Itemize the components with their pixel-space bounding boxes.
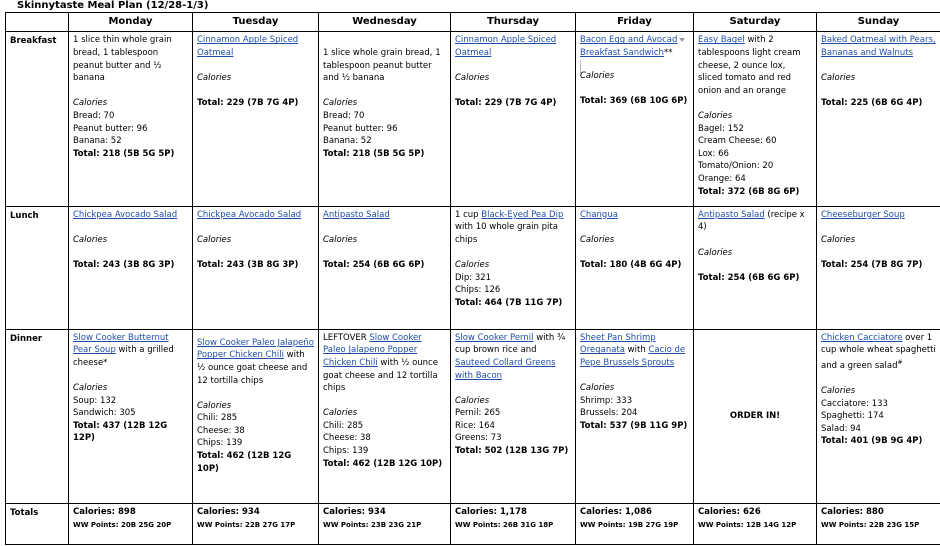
dinner-thursday: [451, 329, 576, 503]
meal-total: Total: 254 (6B 6G 6P): [698, 272, 800, 283]
calories-label: Calories: [73, 98, 108, 109]
calorie-item: Chips: 126: [455, 285, 501, 296]
calories-label: Calories: [455, 260, 490, 271]
ww-points: WW Points: 12B 14G 12P: [698, 520, 797, 529]
daily-calories: Calories: 934: [197, 506, 260, 517]
day-header-friday: Friday: [576, 13, 694, 32]
totals-sunday: [817, 503, 940, 544]
daily-calories: Calories: 1,178: [455, 506, 527, 517]
meal-description: with ½ ounce goat cheese and 12 tortilla chips: [323, 357, 438, 394]
breakfast-thursday: [451, 32, 576, 206]
meal-total: Total: 369 (6B 10G 6P): [580, 95, 688, 106]
calories-label: Calories: [580, 70, 615, 81]
meal-description: with: [624, 345, 649, 356]
meal-total: Total: 464 (7B 11G 7P): [455, 297, 563, 308]
daily-calories: Calories: 626: [698, 506, 761, 517]
recipe-link[interactable]: Baked Oatmeal with Pears, Bananas and Walnuts: [821, 35, 936, 59]
dinner-monday: [69, 329, 193, 503]
day-header-sunday: Sunday: [817, 13, 940, 32]
calorie-item: Chili: 285: [197, 413, 238, 424]
calorie-item: Chips: 139: [323, 446, 369, 457]
totals-friday: [576, 503, 694, 544]
meal-description: 1 cup: [455, 209, 482, 220]
recipe-link[interactable]: Slow Cooker Paleo Jalapeño Popper Chicken Chili: [197, 337, 314, 361]
calorie-item: Sandwich: 305: [73, 408, 136, 419]
meal-description: with a grilled cheese*: [73, 345, 174, 368]
header-row: [6, 13, 940, 32]
meal-plan-table: [5, 12, 940, 545]
lunch-tuesday: [193, 206, 319, 329]
calorie-item: Peanut butter: 96: [73, 123, 148, 134]
totals-wednesday: [319, 503, 451, 544]
day-header-saturday: Saturday: [694, 13, 817, 32]
calorie-item: Shrimp: 333: [580, 395, 633, 406]
calorie-item: Lox: 66: [698, 148, 729, 159]
calorie-item: Greens: 73: [455, 433, 502, 444]
recipe-link[interactable]: Cacio de Pepe Brussels Sprouts: [580, 345, 686, 368]
calories-label: Calories: [197, 400, 232, 411]
calorie-item: Bread: 70: [73, 111, 115, 122]
row-label-breakfast: Breakfast: [6, 32, 69, 206]
calorie-item: Bread: 70: [323, 111, 365, 122]
calories-label: Calories: [580, 383, 615, 394]
order-in-note: ORDER IN!: [729, 411, 781, 422]
calorie-item: Soup: 132: [73, 395, 117, 406]
corner-cell: [6, 13, 69, 32]
calories-label: Calories: [580, 234, 615, 245]
calories-label: Calories: [197, 234, 232, 245]
daily-calories: Calories: 898: [73, 506, 136, 517]
recipe-link[interactable]: Cinnamon Apple Spiced Oatmeal: [455, 35, 557, 59]
dinner-saturday: [694, 329, 817, 503]
row-label-lunch: Lunch: [6, 206, 69, 329]
daily-calories: Calories: 1,086: [580, 506, 652, 517]
day-header-monday: Monday: [69, 13, 193, 32]
calorie-item: Cheese: 38: [197, 425, 245, 436]
recipe-link[interactable]: Changua: [580, 209, 618, 220]
meal-total: Total: 372 (6B 8G 6P): [698, 186, 800, 197]
meal-total: Total: 229 (7B 7G 4P): [197, 98, 299, 109]
calorie-item: Chips: 139: [197, 438, 243, 449]
calorie-item: Pernil: 265: [455, 408, 501, 419]
meal-description: with 2 tablespoons light cream cheese, 2 ounce lox, sliced tomato and red onion and an orange: [698, 35, 801, 96]
lunch-friday: [576, 206, 694, 329]
calories-label: Calories: [73, 234, 108, 245]
calorie-item: Spaghetti: 174: [821, 411, 884, 422]
meal-total: Total: 180 (4B 6G 4P): [580, 260, 682, 271]
calorie-item: Peanut butter: 96: [323, 123, 398, 134]
recipe-link[interactable]: Cheeseburger Soup: [821, 209, 905, 220]
calorie-item: Cream Cheese: 60: [698, 136, 777, 147]
calorie-item: Bagel: 152: [698, 123, 744, 134]
recipe-link[interactable]: Chickpea Avocado Salad: [197, 209, 302, 220]
recipe-link[interactable]: Bacon Egg and Avocad: [580, 35, 678, 46]
breakfast-friday: [576, 32, 694, 206]
breakfast-tuesday: [193, 32, 319, 206]
meal-total: Total: 218 (5B 5G 5P): [73, 148, 175, 159]
meal-total: Total: 254 (6B 6G 6P): [323, 260, 425, 271]
meal-total: Total: 225 (6B 6G 4P): [821, 98, 923, 109]
calories-label: Calories: [821, 385, 856, 396]
dinner-wednesday: [319, 329, 451, 503]
recipe-link[interactable]: Black-Eyed Pea Dip: [481, 209, 564, 220]
meal-total: Total: 537 (9B 11G 9P): [580, 420, 688, 431]
meal-total: Total: 254 (7B 8G 7P): [821, 260, 923, 271]
calorie-item: Rice: 164: [455, 420, 495, 431]
day-header-wednesday: Wednesday: [319, 13, 451, 32]
meal-total: Total: 229 (7B 7G 4P): [455, 98, 557, 109]
meal-description: with ¾ cup brown rice and: [455, 332, 566, 356]
lunch-row: [6, 206, 940, 329]
breakfast-sunday: [817, 32, 940, 206]
totals-monday: [69, 503, 193, 544]
recipe-link[interactable]: Cinnamon Apple Spiced Oatmeal: [197, 35, 299, 59]
calorie-item: Chili: 285: [323, 420, 364, 431]
calories-label: Calories: [698, 247, 733, 258]
meal-total: Total: 462 (12B 12G 10P): [323, 458, 443, 469]
calories-label: Calories: [821, 73, 856, 84]
ww-points: WW Points: 19B 27G 19P: [580, 520, 679, 529]
calories-label: Calories: [73, 383, 108, 394]
calorie-item: Tomato/Onion: 20: [698, 161, 774, 172]
meal-total: Total: 401 (9B 9G 4P): [821, 436, 923, 447]
footnote-mark: **: [663, 48, 673, 59]
dropdown-arrow-icon[interactable]: [679, 38, 685, 42]
calorie-item: Salad: 94: [821, 423, 861, 434]
calorie-item: Dip: 321: [455, 272, 492, 283]
totals-saturday: [694, 503, 817, 544]
meal-description: LEFTOVER: [323, 332, 370, 343]
totals-tuesday: [193, 503, 319, 544]
ww-points: WW Points: 22B 23G 15P: [821, 520, 920, 529]
dinner-sunday: [817, 329, 940, 503]
meal-total: Total: 218 (5B 5G 5P): [323, 148, 425, 159]
dinner-friday: [576, 329, 694, 503]
recipe-link[interactable]: Slow Cooker Butternut Pear Soup: [73, 332, 169, 356]
recipe-link[interactable]: Breakfast Sandwich: [580, 48, 664, 59]
totals-thursday: [451, 503, 576, 544]
page-title: Skinnytaste Meal Plan (12/28-1/3): [17, 0, 209, 11]
lunch-monday: [69, 206, 193, 329]
lunch-saturday: [694, 206, 817, 329]
recipe-link[interactable]: Sauteed Collard Greens with Bacon: [455, 357, 556, 381]
meal-total: Total: 243 (3B 8G 3P): [197, 260, 299, 271]
calories-label: Calories: [323, 408, 358, 419]
recipe-link[interactable]: Slow Cooker Pernil: [455, 332, 534, 343]
meal-total: Total: 243 (3B 8G 3P): [73, 260, 175, 271]
recipe-link[interactable]: Chicken Cacciatore: [821, 332, 903, 343]
calories-label: Calories: [821, 234, 856, 245]
lunch-thursday: [451, 206, 576, 329]
calorie-item: Orange: 64: [698, 174, 746, 184]
ww-points: WW Points: 22B 27G 17P: [197, 520, 296, 529]
dinner-row: [6, 329, 940, 503]
calories-label: Calories: [455, 395, 490, 406]
ww-points: WW Points: 23B 23G 21P: [323, 520, 422, 529]
calories-label: Calories: [323, 98, 358, 109]
recipe-link[interactable]: Slow Cooker Paleo Jalapeno Popper Chicken Chili: [323, 332, 422, 368]
ww-points: WW Points: 26B 31G 18P: [455, 520, 554, 529]
row-label-totals: Totals: [6, 503, 69, 544]
calories-label: Calories: [323, 234, 358, 245]
meal-description: (recipe x 4): [698, 209, 805, 233]
breakfast-wednesday: [319, 32, 451, 206]
calories-label: Calories: [455, 73, 490, 84]
day-header-tuesday: Tuesday: [193, 13, 319, 32]
meal-description: with 10 whole grain pita chips: [455, 222, 558, 245]
meal-total: Total: 437 (12B 12G 12P): [73, 420, 168, 444]
dinner-tuesday: [193, 329, 319, 503]
calorie-item: Banana: 52: [73, 136, 122, 147]
daily-calories: Calories: 934: [323, 506, 386, 517]
calorie-item: Banana: 52: [323, 136, 372, 147]
meal-description: over 1 cup whole wheat spaghetti and a green salad: [821, 332, 936, 371]
daily-calories: Calories: 880: [821, 506, 884, 517]
breakfast-saturday: [694, 32, 817, 206]
totals-row: [6, 503, 940, 544]
recipe-link[interactable]: Chickpea Avocado Salad: [73, 209, 178, 220]
breakfast-row: [6, 32, 940, 206]
recipe-link[interactable]: Antipasto Salad: [323, 209, 390, 220]
recipe-link[interactable]: Sheet Pan Shrimp Oreganata: [580, 332, 656, 356]
meal-description: 1 slice thin whole grain bread, 1 tablespoon peanut butter and ½ banana: [73, 35, 172, 84]
lunch-wednesday: [319, 206, 451, 329]
footnote-mark: #: [897, 358, 903, 366]
ww-points: WW Points: 20B 25G 20P: [73, 520, 172, 529]
meal-description: with ½ ounce goat cheese and 12 tortilla chips: [197, 350, 308, 386]
meal-total: Total: 502 (12B 13G 7P): [455, 446, 569, 457]
meal-description: 1 slice whole grain bread, 1 tablespoon peanut butter and ½ banana: [323, 48, 441, 84]
day-header-thursday: Thursday: [451, 13, 576, 32]
lunch-sunday: [817, 206, 940, 329]
meal-total: Total: 462 (12B 12G 10P): [197, 451, 292, 474]
recipe-link[interactable]: Easy Bagel: [698, 35, 745, 46]
calorie-item: Brussels: 204: [580, 408, 638, 419]
calorie-item: Cheese: 38: [323, 433, 371, 444]
calories-label: Calories: [197, 73, 232, 84]
row-label-dinner: Dinner: [6, 329, 69, 503]
calories-label: Calories: [698, 111, 733, 122]
calorie-item: Cacciatore: 133: [821, 398, 888, 409]
recipe-link[interactable]: Antipasto Salad: [698, 209, 765, 220]
breakfast-monday: [69, 32, 193, 206]
